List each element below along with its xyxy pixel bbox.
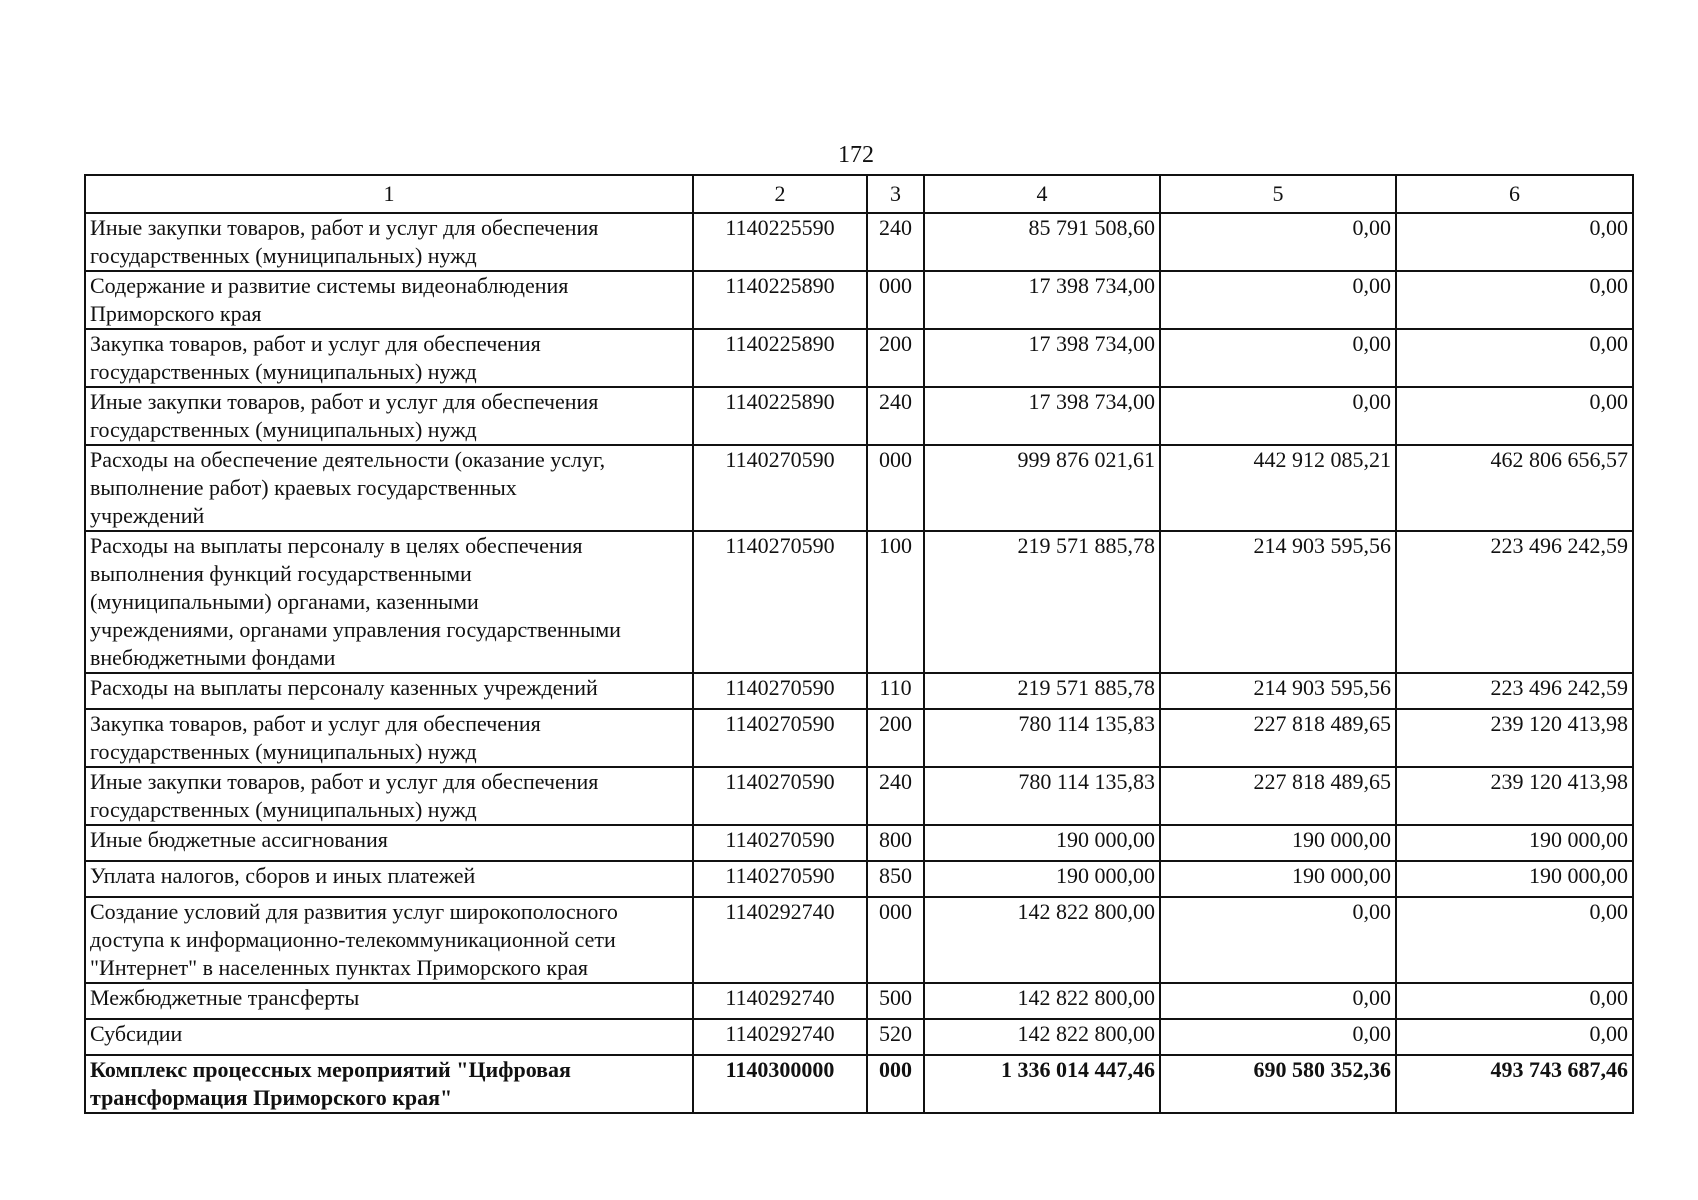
row-type: 200 — [867, 709, 924, 767]
row-amount-6: 190 000,00 — [1396, 861, 1633, 897]
row-type: 240 — [867, 213, 924, 271]
table-row — [85, 897, 1633, 983]
row-code: 1140292740 — [693, 1019, 867, 1055]
table-row — [85, 709, 1633, 767]
row-amount-4: 780 114 135,83 — [924, 767, 1160, 825]
table-row — [85, 861, 1633, 897]
row-amount-4: 142 822 800,00 — [924, 1019, 1160, 1055]
row-amount-4: 780 114 135,83 — [924, 709, 1160, 767]
row-name: Иные бюджетные ассигнования — [85, 825, 693, 861]
row-amount-5: 0,00 — [1160, 1019, 1396, 1055]
table-row-total — [85, 1055, 1633, 1113]
row-code: 1140270590 — [693, 825, 867, 861]
row-amount-6: 223 496 242,59 — [1396, 531, 1633, 673]
table-row — [85, 445, 1633, 531]
row-amount-6: 239 120 413,98 — [1396, 709, 1633, 767]
row-name: Закупка товаров, работ и услуг для обеспечения государственных (муниципальных) нужд — [85, 709, 693, 767]
row-amount-4: 17 398 734,00 — [924, 329, 1160, 387]
row-amount-6: 0,00 — [1396, 897, 1633, 983]
row-name: Уплата налогов, сборов и иных платежей — [85, 861, 693, 897]
row-amount-4: 999 876 021,61 — [924, 445, 1160, 531]
row-amount-6: 0,00 — [1396, 983, 1633, 1019]
row-type: 520 — [867, 1019, 924, 1055]
row-amount-5: 214 903 595,56 — [1160, 531, 1396, 673]
row-amount-6: 462 806 656,57 — [1396, 445, 1633, 531]
row-type: 000 — [867, 271, 924, 329]
row-code: 1140270590 — [693, 673, 867, 709]
row-name: Расходы на обеспечение деятельности (оказание услуг, выполнение работ) краевых государственных учреждений — [85, 445, 693, 531]
row-name: Комплекс процессных мероприятий "Цифровая трансформация Приморского края" — [85, 1055, 693, 1113]
row-amount-6: 239 120 413,98 — [1396, 767, 1633, 825]
row-amount-6: 493 743 687,46 — [1396, 1055, 1633, 1113]
row-type: 800 — [867, 825, 924, 861]
row-amount-5: 227 818 489,65 — [1160, 767, 1396, 825]
column-header: 6 — [1396, 175, 1633, 213]
row-code: 1140225890 — [693, 271, 867, 329]
table-row — [85, 329, 1633, 387]
row-name: Закупка товаров, работ и услуг для обеспечения государственных (муниципальных) нужд — [85, 329, 693, 387]
row-amount-4: 219 571 885,78 — [924, 673, 1160, 709]
row-amount-5: 0,00 — [1160, 897, 1396, 983]
row-amount-6: 0,00 — [1396, 271, 1633, 329]
row-type: 000 — [867, 1055, 924, 1113]
row-amount-5: 214 903 595,56 — [1160, 673, 1396, 709]
row-code: 1140270590 — [693, 861, 867, 897]
row-amount-4: 85 791 508,60 — [924, 213, 1160, 271]
row-type: 000 — [867, 897, 924, 983]
row-amount-6: 223 496 242,59 — [1396, 673, 1633, 709]
row-amount-4: 142 822 800,00 — [924, 897, 1160, 983]
row-type: 240 — [867, 767, 924, 825]
row-amount-4: 190 000,00 — [924, 861, 1160, 897]
row-name: Создание условий для развития услуг широкополосного доступа к информационно-телекоммуникационной сети "Интернет" в населенных пунктах Приморского края — [85, 897, 693, 983]
header-row — [85, 175, 1633, 213]
row-amount-6: 0,00 — [1396, 329, 1633, 387]
table-row — [85, 271, 1633, 329]
row-amount-6: 0,00 — [1396, 213, 1633, 271]
row-name: Расходы на выплаты персоналу в целях обеспечения выполнения функций государственными (муниципальными) органами, казенными учреждениями, органами управления государственными внебюджетными фондами — [85, 531, 693, 673]
row-code: 1140270590 — [693, 767, 867, 825]
row-code: 1140270590 — [693, 445, 867, 531]
row-amount-5: 0,00 — [1160, 983, 1396, 1019]
row-amount-4: 219 571 885,78 — [924, 531, 1160, 673]
table-row — [85, 673, 1633, 709]
row-name: Субсидии — [85, 1019, 693, 1055]
row-name: Расходы на выплаты персоналу казенных учреждений — [85, 673, 693, 709]
row-amount-6: 0,00 — [1396, 387, 1633, 445]
row-amount-6: 0,00 — [1396, 1019, 1633, 1055]
row-amount-6: 190 000,00 — [1396, 825, 1633, 861]
row-name: Иные закупки товаров, работ и услуг для обеспечения государственных (муниципальных) нужд — [85, 767, 693, 825]
row-amount-5: 190 000,00 — [1160, 825, 1396, 861]
table-row — [85, 387, 1633, 445]
table-row — [85, 983, 1633, 1019]
table-row — [85, 1019, 1633, 1055]
row-code: 1140292740 — [693, 897, 867, 983]
row-amount-5: 0,00 — [1160, 213, 1396, 271]
column-header: 2 — [693, 175, 867, 213]
row-amount-5: 190 000,00 — [1160, 861, 1396, 897]
row-code: 1140292740 — [693, 983, 867, 1019]
row-amount-4: 142 822 800,00 — [924, 983, 1160, 1019]
row-amount-5: 0,00 — [1160, 271, 1396, 329]
table-row — [85, 825, 1633, 861]
column-header: 4 — [924, 175, 1160, 213]
row-type: 850 — [867, 861, 924, 897]
row-amount-4: 1 336 014 447,46 — [924, 1055, 1160, 1113]
row-name: Иные закупки товаров, работ и услуг для обеспечения государственных (муниципальных) нужд — [85, 213, 693, 271]
row-type: 200 — [867, 329, 924, 387]
row-name: Содержание и развитие системы видеонаблюдения Приморского края — [85, 271, 693, 329]
row-type: 240 — [867, 387, 924, 445]
row-type: 100 — [867, 531, 924, 673]
row-amount-5: 442 912 085,21 — [1160, 445, 1396, 531]
row-amount-5: 227 818 489,65 — [1160, 709, 1396, 767]
row-name: Межбюджетные трансферты — [85, 983, 693, 1019]
row-code: 1140270590 — [693, 531, 867, 673]
row-code: 1140225590 — [693, 213, 867, 271]
row-name: Иные закупки товаров, работ и услуг для обеспечения государственных (муниципальных) нужд — [85, 387, 693, 445]
table-row — [85, 531, 1633, 673]
row-type: 500 — [867, 983, 924, 1019]
row-amount-5: 0,00 — [1160, 329, 1396, 387]
row-amount-4: 190 000,00 — [924, 825, 1160, 861]
row-code: 1140225890 — [693, 387, 867, 445]
row-code: 1140270590 — [693, 709, 867, 767]
row-type: 000 — [867, 445, 924, 531]
table-row — [85, 213, 1633, 271]
row-amount-5: 690 580 352,36 — [1160, 1055, 1396, 1113]
page-number: 172 — [838, 142, 874, 168]
row-amount-5: 0,00 — [1160, 387, 1396, 445]
row-code: 1140225890 — [693, 329, 867, 387]
column-header: 1 — [85, 175, 693, 213]
row-amount-4: 17 398 734,00 — [924, 271, 1160, 329]
row-type: 110 — [867, 673, 924, 709]
budget-table — [84, 174, 1634, 1114]
column-header: 3 — [867, 175, 924, 213]
row-amount-4: 17 398 734,00 — [924, 387, 1160, 445]
table-row — [85, 767, 1633, 825]
row-code: 1140300000 — [693, 1055, 867, 1113]
column-header: 5 — [1160, 175, 1396, 213]
